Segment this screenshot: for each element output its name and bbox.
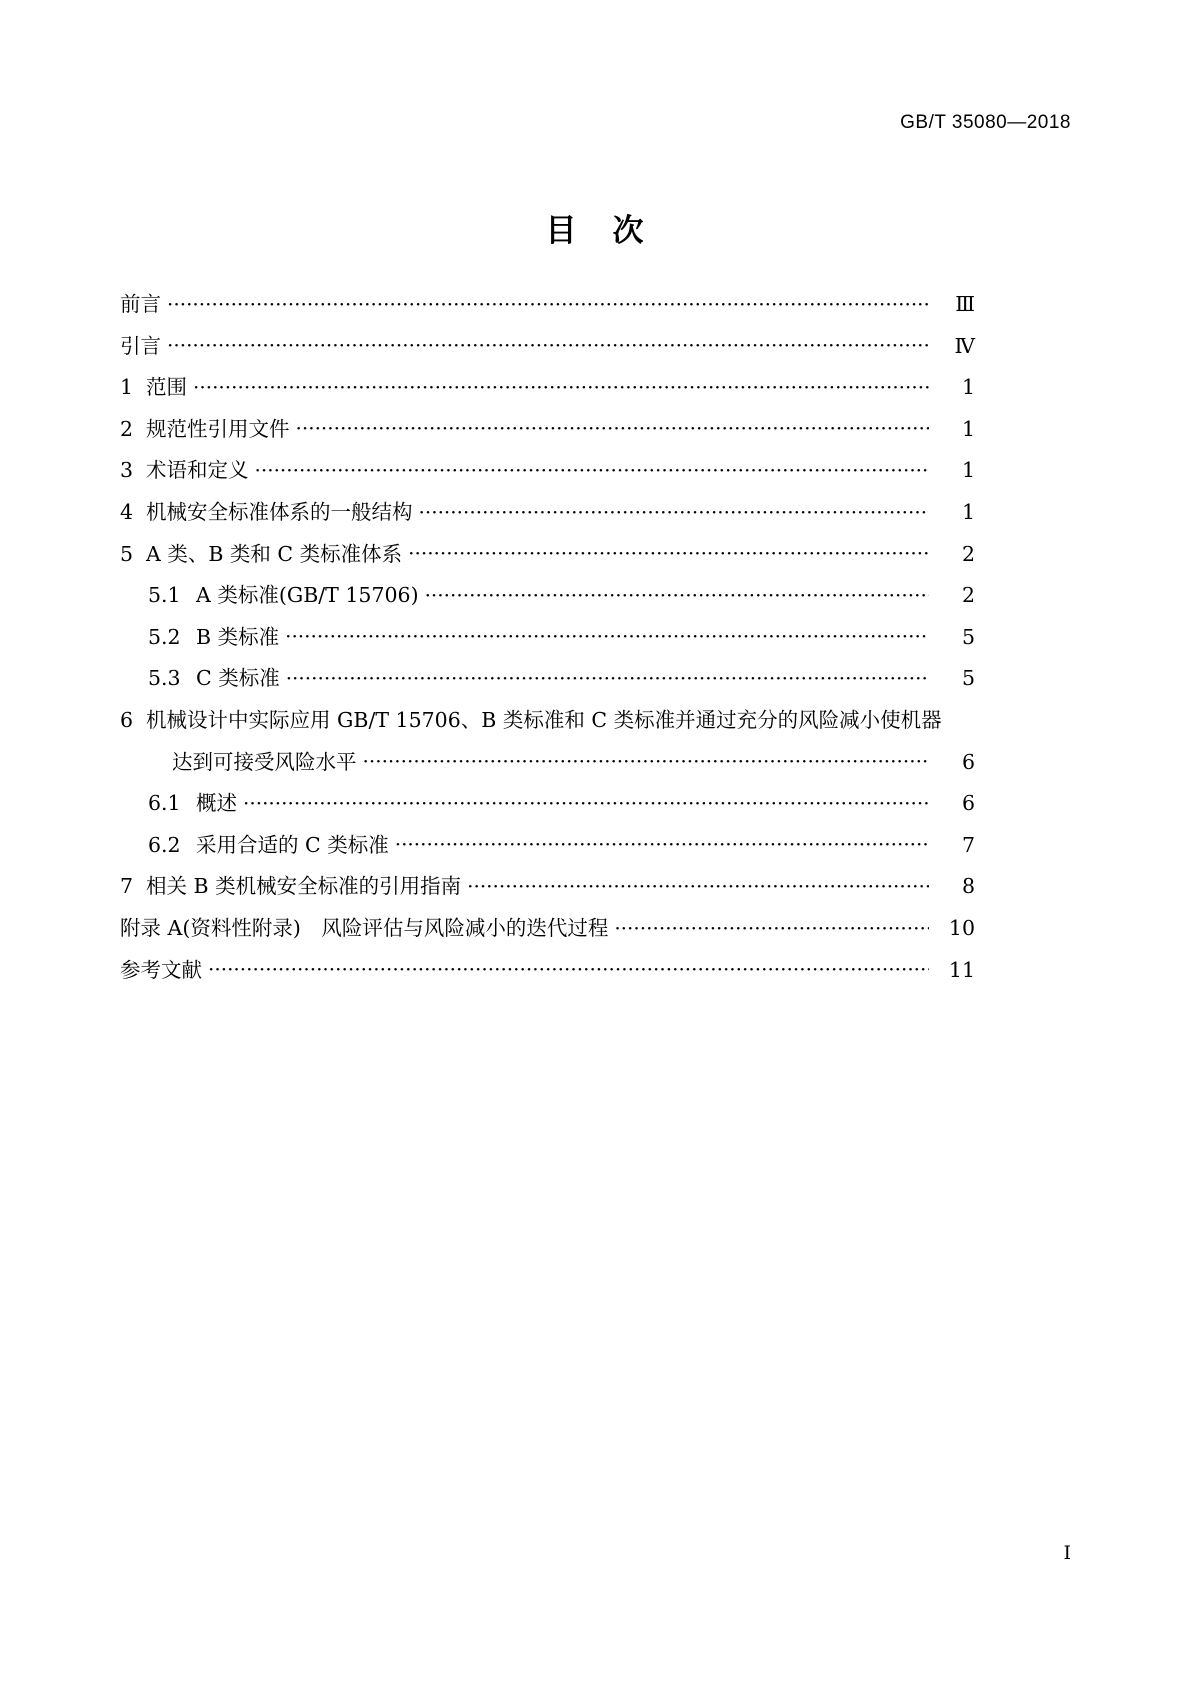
toc-entry-number: 3	[120, 458, 134, 483]
toc-entry-number: 6	[120, 707, 134, 732]
toc-entry-label: 采用合适的 C 类标准	[196, 832, 389, 857]
toc-entry-label: C 类标准	[196, 666, 280, 691]
page-title-char-2: 次	[612, 213, 646, 249]
toc-entry[interactable]	[120, 292, 975, 317]
toc-entry-number: 5.1	[148, 583, 181, 608]
toc-entry-appendix[interactable]	[120, 916, 975, 941]
toc-entry[interactable]	[120, 791, 975, 816]
toc-entry-page: 8	[961, 874, 975, 899]
toc-entry[interactable]	[120, 666, 975, 691]
toc-entry-label: 概述	[196, 791, 237, 816]
toc-leader-dots	[286, 668, 929, 688]
toc-entry-references[interactable]	[120, 958, 975, 983]
toc-entry-page: 10	[948, 915, 975, 940]
toc-entry-page: 6	[961, 749, 975, 774]
toc-entry-page: 5	[961, 666, 975, 691]
toc-entry-label: 术语和定义	[146, 458, 249, 483]
toc-entry-page: 7	[961, 832, 975, 857]
toc-leader-dots	[408, 543, 929, 563]
footer-page-number: Ⅰ	[1063, 1542, 1071, 1564]
toc-entry[interactable]	[120, 833, 975, 858]
toc-leader-dots	[467, 876, 929, 896]
toc-leader-dots	[243, 793, 929, 813]
toc-entry[interactable]	[120, 417, 975, 442]
toc-entry[interactable]	[120, 458, 975, 483]
toc-leader-dots	[614, 918, 929, 938]
toc-entry-label: 范围	[146, 375, 187, 400]
toc-entry-number: 5	[120, 541, 134, 566]
toc-entry-number: 5.2	[148, 624, 181, 649]
toc-entry-label: 附录 A(资料性附录) 风险评估与风险减小的迭代过程	[120, 915, 609, 940]
toc-entry-page: 1	[961, 375, 975, 400]
table-of-contents	[120, 292, 975, 999]
toc-entry-page: 11	[948, 957, 975, 982]
toc-entry-continuation[interactable]	[120, 750, 975, 775]
toc-leader-dots	[167, 294, 929, 314]
toc-leader-dots	[395, 834, 929, 854]
toc-entry-page: 6	[961, 791, 975, 816]
toc-leader-dots	[193, 377, 929, 397]
toc-entry-label: 前言	[120, 292, 161, 316]
toc-entry-number: 5.3	[148, 666, 181, 691]
toc-leader-dots	[255, 460, 930, 480]
toc-entry-page: 1	[961, 499, 975, 524]
toc-entry-label: A 类标准(GB/T 15706)	[196, 583, 419, 608]
toc-entry[interactable]	[120, 583, 975, 608]
toc-entry-label: 参考文献	[120, 957, 202, 982]
toc-entry-number: 7	[120, 874, 134, 899]
toc-leader-dots	[208, 959, 929, 979]
page-header-standard-code: GB/T 35080—2018	[900, 112, 1071, 133]
toc-entry[interactable]	[120, 625, 975, 650]
toc-entry[interactable]	[120, 874, 975, 899]
toc-entry-label: 达到可接受风险水平	[172, 749, 357, 774]
toc-leader-dots	[296, 418, 930, 438]
toc-entry-page: Ⅲ	[955, 292, 975, 316]
toc-leader-dots	[425, 585, 929, 605]
toc-entry-page: Ⅳ	[954, 333, 975, 358]
toc-entry-label: 相关 B 类机械安全标准的引用指南	[146, 874, 462, 899]
toc-entry-page: 5	[961, 624, 975, 649]
toc-entry[interactable]	[120, 375, 975, 400]
toc-entry-number: 4	[120, 499, 134, 524]
toc-entry-number: 1	[120, 375, 134, 400]
toc-leader-dots	[285, 626, 929, 646]
toc-entry-number: 6.2	[148, 832, 181, 857]
toc-entry[interactable]	[120, 542, 975, 567]
toc-entry-page: 2	[961, 583, 975, 608]
toc-entry-number: 2	[120, 416, 134, 441]
toc-leader-dots	[419, 502, 930, 522]
toc-leader-dots	[167, 335, 929, 355]
toc-entry-page: 1	[961, 416, 975, 441]
toc-entry[interactable]	[120, 500, 975, 525]
toc-entry[interactable]	[120, 334, 975, 359]
toc-entry-label: B 类标准	[196, 624, 280, 649]
toc-entry-label: 引言	[120, 333, 161, 358]
toc-leader-dots	[363, 751, 930, 771]
toc-entry[interactable]	[120, 708, 975, 733]
toc-entry-label: 机械设计中实际应用 GB/T 15706、B 类标准和 C 类标准并通过充分的风险减小使机器	[146, 707, 942, 732]
toc-entry-number: 6.1	[148, 791, 181, 816]
page-title	[0, 205, 1191, 250]
toc-entry-page: 2	[961, 541, 975, 566]
page-title-char-1: 目	[545, 213, 579, 249]
toc-entry-label: 规范性引用文件	[146, 416, 290, 441]
toc-entry-label: A 类、B 类和 C 类标准体系	[146, 541, 403, 566]
toc-entry-page: 1	[961, 458, 975, 483]
toc-entry-label: 机械安全标准体系的一般结构	[146, 499, 413, 524]
